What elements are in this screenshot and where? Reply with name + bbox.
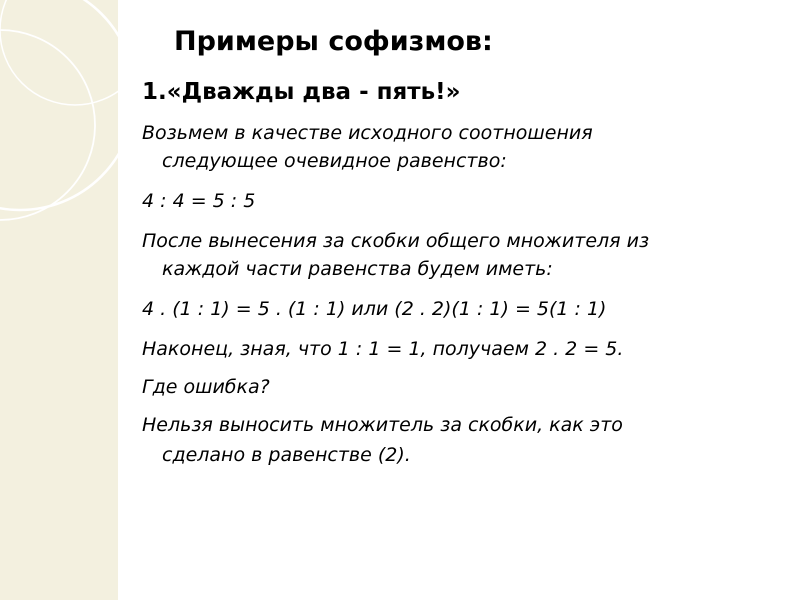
- body-line-3: 4 : 4 = 5 : 5: [142, 190, 256, 212]
- body-line-7: Наконец, зная, что 1 : 1 = 1, получаем 2 . 2 = 5.: [142, 338, 624, 360]
- body-line-5: каждой части равенства будем иметь:: [162, 258, 553, 280]
- slide-title: Примеры софизмов:: [174, 26, 493, 57]
- band-divider: [118, 0, 121, 600]
- body-line-10: сделано в равенстве (2).: [162, 444, 411, 466]
- body-line-6: 4 . (1 : 1) = 5 . (1 : 1) или (2 . 2)(1 : 1) = 5(1 : 1): [142, 298, 607, 320]
- decorative-left-band: [0, 0, 118, 600]
- body-line-1: Возьмем в качестве исходного соотношения: [142, 122, 593, 144]
- body-line-8: Где ошибка?: [142, 376, 270, 398]
- body-line-4: После вынесения за скобки общего множителя из: [142, 230, 650, 252]
- body-line-9: Нельзя выносить множитель за скобки, как это: [142, 414, 623, 436]
- decorative-circles: [0, 0, 118, 600]
- slide-subtitle: 1.«Дважды два - пять!»: [142, 79, 461, 105]
- body-line-2: следующее очевидное равенство:: [162, 150, 507, 172]
- decorative-ring-small: [0, 0, 118, 105]
